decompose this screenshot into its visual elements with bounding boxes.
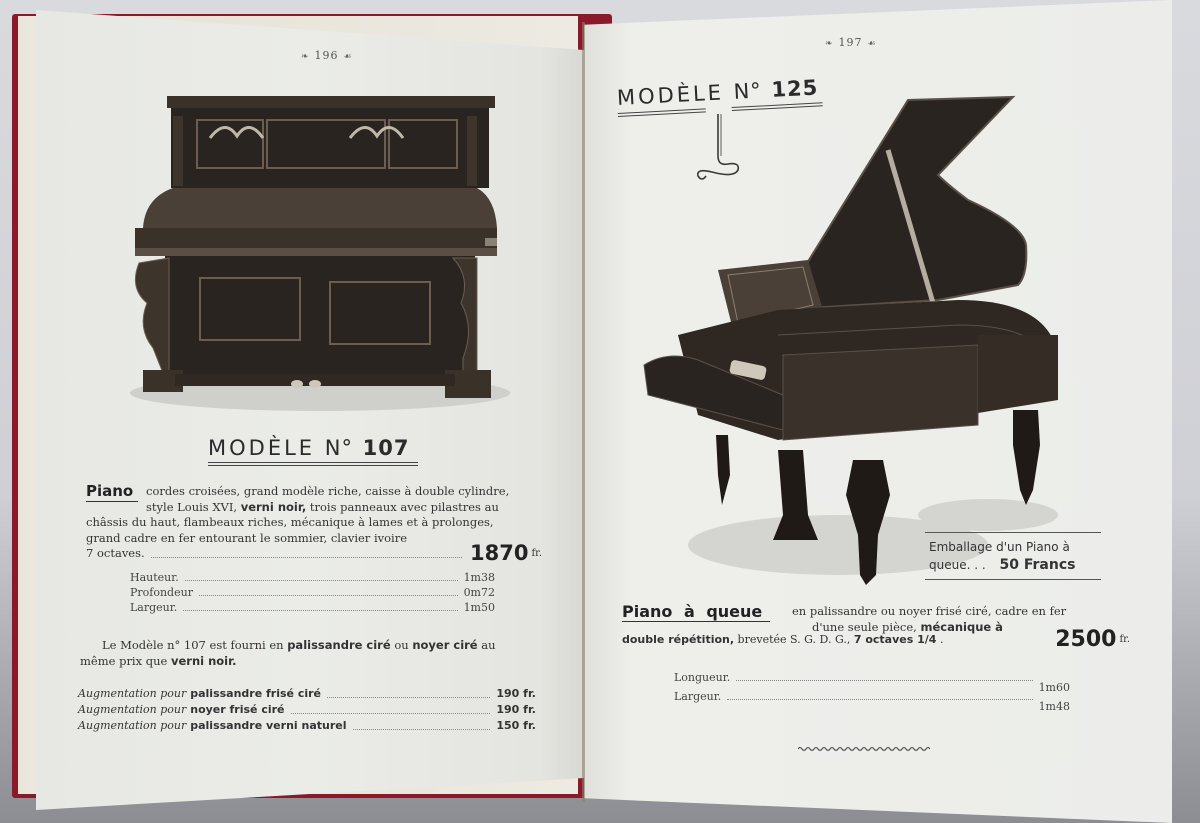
text-segment: Le Modèle n° 107 est fourni en bbox=[102, 638, 284, 652]
bold-segment: mécanique à bbox=[920, 619, 1003, 634]
augmentation-row bbox=[78, 686, 536, 702]
dimension-label: Profondeur bbox=[130, 586, 193, 599]
augmentation-prefix: Augmentation pour bbox=[78, 703, 187, 716]
augmentation-list bbox=[78, 686, 536, 734]
text-segment: . bbox=[939, 633, 944, 646]
leader-dots bbox=[151, 557, 462, 558]
ornament-icon: ❧ bbox=[301, 52, 310, 62]
text-segment: brevetée S. G. D. G., bbox=[737, 633, 851, 646]
dimension-label: Largeur. bbox=[674, 690, 722, 703]
title-underline bbox=[208, 462, 418, 466]
bold-segment: noyer ciré bbox=[412, 638, 478, 652]
right-folio bbox=[820, 36, 882, 49]
augmentation-price: 150 fr. bbox=[496, 719, 536, 732]
text-segment: trois panneaux avec pilastres au bbox=[309, 499, 499, 514]
ornament-icon: ☙ bbox=[343, 52, 353, 62]
dimension-label: Longueur. bbox=[674, 671, 731, 684]
packing-price: 50 Francs bbox=[999, 557, 1076, 573]
description-line: châssis du haut, flambeaux riches, mécanique à lames et à prolonges, bbox=[86, 515, 494, 529]
page-number: 197 bbox=[838, 36, 863, 49]
page-number: 196 bbox=[314, 49, 339, 62]
packing-note-line: Emballage d'un Piano à bbox=[929, 540, 1070, 554]
dimension-row bbox=[130, 585, 495, 600]
price-value: 1870 bbox=[469, 541, 529, 565]
bold-segment: 7 octaves 1/4 bbox=[853, 633, 937, 646]
piano-lead-word: Piano bbox=[86, 482, 134, 500]
dimension-row bbox=[130, 570, 495, 585]
model-107-dimensions bbox=[130, 570, 495, 615]
augmentation-finish: palissandre verni naturel bbox=[190, 719, 347, 732]
dimension-value: 1m60 bbox=[1038, 681, 1070, 694]
description-line: en palissandre ou noyer frisé ciré, cadre en fer bbox=[792, 604, 1067, 618]
description-line: 7 octaves. bbox=[86, 546, 145, 560]
dimension-row bbox=[674, 670, 1070, 694]
model-125-dimensions bbox=[674, 670, 1070, 704]
model-number: 107 bbox=[362, 436, 410, 460]
bold-segment: verni noir, bbox=[240, 499, 307, 514]
upright-piano-illustration bbox=[125, 88, 515, 418]
text-segment: ou bbox=[394, 638, 409, 652]
dimension-row bbox=[674, 689, 1070, 704]
ornament-icon: ❧ bbox=[825, 39, 834, 49]
text-segment: style Louis XVI, bbox=[146, 499, 238, 514]
text-segment: même prix que bbox=[80, 653, 168, 668]
description-line: grand cadre en fer entourant le sommier, clavier ivoire bbox=[86, 530, 408, 545]
model-label: MODÈLE bbox=[616, 80, 725, 111]
dimension-label: Hauteur. bbox=[130, 571, 179, 584]
piano-lead-word: Piano à queue bbox=[622, 602, 763, 621]
text-segment: queue. . . bbox=[929, 558, 986, 572]
book-gutter bbox=[582, 22, 585, 802]
augmentation-price: 190 fr. bbox=[496, 687, 536, 700]
price-unit: fr. bbox=[531, 548, 542, 559]
dimension-value bbox=[1039, 699, 1070, 704]
augmentation-price: 190 fr. bbox=[496, 703, 536, 716]
text-segment: au bbox=[481, 638, 496, 652]
dimension-label: Largeur. bbox=[130, 601, 178, 614]
model-label: MODÈLE bbox=[208, 436, 316, 460]
bold-segment: palissandre ciré bbox=[287, 638, 391, 652]
text-segment: d'une seule pièce, bbox=[812, 619, 917, 634]
model-107-heading bbox=[208, 436, 418, 466]
model-number: 125 bbox=[770, 75, 819, 102]
dimension-value: 1m50 bbox=[463, 601, 495, 614]
model-prefix: N° bbox=[732, 78, 763, 104]
model-prefix: N° bbox=[324, 436, 353, 460]
packing-note bbox=[925, 532, 1101, 580]
wavy-end-rule bbox=[798, 740, 930, 759]
grand-piano-illustration bbox=[638, 95, 1068, 595]
dimension-value: 1m38 bbox=[463, 571, 495, 584]
augmentation-row bbox=[78, 718, 536, 734]
model-107-finish-note bbox=[80, 638, 540, 669]
augmentation-prefix: Augmentation pour bbox=[78, 687, 187, 700]
augmentation-prefix: Augmentation pour bbox=[78, 719, 187, 732]
price-unit: fr. bbox=[1119, 634, 1130, 645]
dimension-row bbox=[130, 600, 495, 615]
augmentation-finish: noyer frisé ciré bbox=[190, 703, 285, 716]
dimension-value: 0m72 bbox=[463, 586, 495, 599]
model-107-description bbox=[86, 482, 542, 565]
description-line bbox=[146, 500, 542, 516]
ornament-icon: ☙ bbox=[867, 39, 877, 49]
bold-segment: double répétition, bbox=[622, 633, 735, 646]
augmentation-row bbox=[78, 702, 536, 718]
augmentation-finish: palissandre frisé ciré bbox=[190, 687, 322, 700]
model-125-description bbox=[622, 602, 1130, 652]
left-folio bbox=[296, 49, 358, 62]
price-value: 2500 bbox=[1055, 627, 1117, 652]
lead-underline bbox=[86, 501, 138, 502]
bold-segment: verni noir. bbox=[170, 653, 237, 668]
description-line: cordes croisées, grand modèle riche, caisse à double cylindre, bbox=[146, 484, 510, 498]
